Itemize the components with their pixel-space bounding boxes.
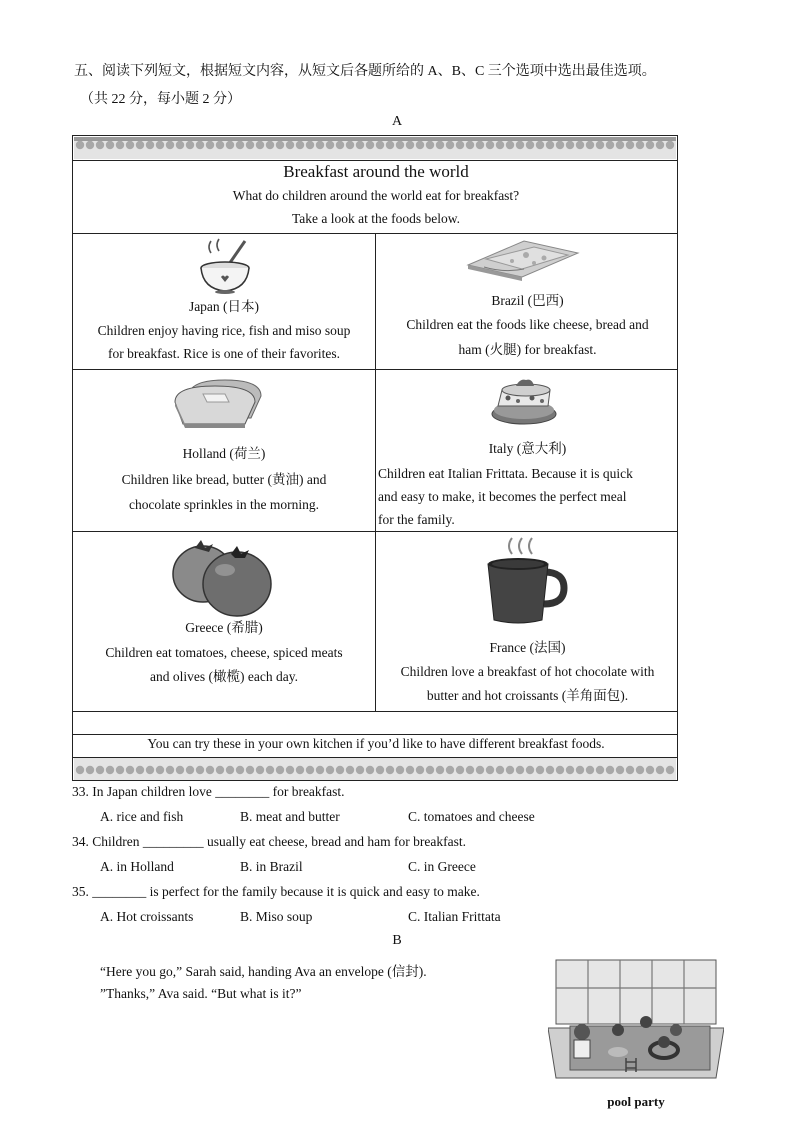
cell-brazil xyxy=(376,233,679,369)
desc-japan-2: for breakfast. Rice is one of their favorites. xyxy=(107,346,341,361)
desc-greece-2: and olives (橄榄) each day. xyxy=(150,669,298,684)
question-35: 35. ________ is perfect for the family because it is quick and easy to make. xyxy=(72,884,480,899)
table-title: Breakfast around the world xyxy=(283,162,469,181)
decorative-bottom-border xyxy=(74,758,676,780)
desc-greece-1: Children eat tomatoes, cheese, spiced meats xyxy=(105,645,343,660)
decorative-top-border xyxy=(74,137,676,159)
country-greece: Greece (希腊) xyxy=(185,620,263,635)
country-holland: Holland (荷兰) xyxy=(182,446,266,461)
cell-japan xyxy=(73,233,375,369)
desc-japan-1: Children enjoy having rice, fish and miso soup xyxy=(97,323,351,338)
cell-france xyxy=(376,532,679,711)
country-france: France (法国) xyxy=(489,640,566,655)
q34-option-b: B. in Brazil xyxy=(240,859,303,874)
hot-chocolate-cup-icon xyxy=(482,534,568,628)
breakfast-table xyxy=(72,135,678,781)
desc-brazil-2: ham (火腿) for breakfast. xyxy=(458,342,597,357)
story-line-2: ”Thanks,” Ava said. “But what is it?” xyxy=(100,986,302,1001)
frittata-icon xyxy=(488,372,560,428)
desc-holland-1: Children like bread, butter (黄油) and xyxy=(121,472,327,487)
desc-holland-2: chocolate sprinkles in the morning. xyxy=(128,497,320,512)
question-33: 33. In Japan children love ________ for breakfast. xyxy=(72,784,345,799)
q35-option-b: B. Miso soup xyxy=(240,909,313,924)
q35-option-a: A. Hot croissants xyxy=(100,909,194,924)
question-34: 34. Children _________ usually eat cheese, bread and ham for breakfast. xyxy=(72,834,466,849)
cheese-bread-icon xyxy=(464,237,582,281)
desc-brazil-1: Children eat the foods like cheese, bread and xyxy=(406,317,649,332)
section-a-label: A xyxy=(391,114,403,129)
q34-option-c: C. in Greece xyxy=(408,859,476,874)
image-caption: pool party xyxy=(607,1094,665,1109)
desc-italy-2: and easy to make, it becomes the perfect meal xyxy=(378,489,627,504)
rice-bowl-icon xyxy=(197,237,253,295)
tomatoes-icon xyxy=(169,536,277,618)
q35-option-c: C. Italian Frittata xyxy=(408,909,501,924)
q34-option-a: A. in Holland xyxy=(100,859,174,874)
desc-italy-3: for the family. xyxy=(378,512,455,527)
toast-butter-icon xyxy=(169,374,281,430)
table-subtitle-2: Take a look at the foods below. xyxy=(291,211,460,226)
table-footer: You can try these in your own kitchen if you’d like to have different breakfast foods. xyxy=(147,736,605,751)
q33-option-a: A. rice and fish xyxy=(100,809,184,824)
table-subtitle-1: What do children around the world eat for breakfast? xyxy=(232,188,520,203)
pool-party-illustration xyxy=(548,958,724,1084)
instruction-line-1: 五、阅读下列短文，根据短文内容，从短文后各题所给的 A、B、C 三个选项中选出最佳选项。 xyxy=(74,64,656,79)
cell-holland xyxy=(73,370,375,531)
story-line-1: “Here you go,” Sarah said, handing Ava an envelope (信封). xyxy=(100,964,427,979)
country-brazil: Brazil (巴西) xyxy=(491,293,564,308)
q33-option-b: B. meat and butter xyxy=(240,809,340,824)
cell-italy xyxy=(376,370,679,531)
q33-option-c: C. tomatoes and cheese xyxy=(408,809,535,824)
desc-italy-1: Children eat Italian Frittata. Because it is quick xyxy=(378,466,633,481)
desc-france-2: butter and hot croissants (羊角面包). xyxy=(426,688,629,703)
desc-france-1: Children love a breakfast of hot chocolate with xyxy=(400,664,655,679)
country-italy: Italy (意大利) xyxy=(488,441,567,456)
instruction-line-2: （共 22 分，每小题 2 分） xyxy=(80,92,241,107)
cell-greece xyxy=(73,532,375,711)
section-b-label: B xyxy=(392,933,402,948)
country-japan: Japan (日本) xyxy=(188,299,260,314)
